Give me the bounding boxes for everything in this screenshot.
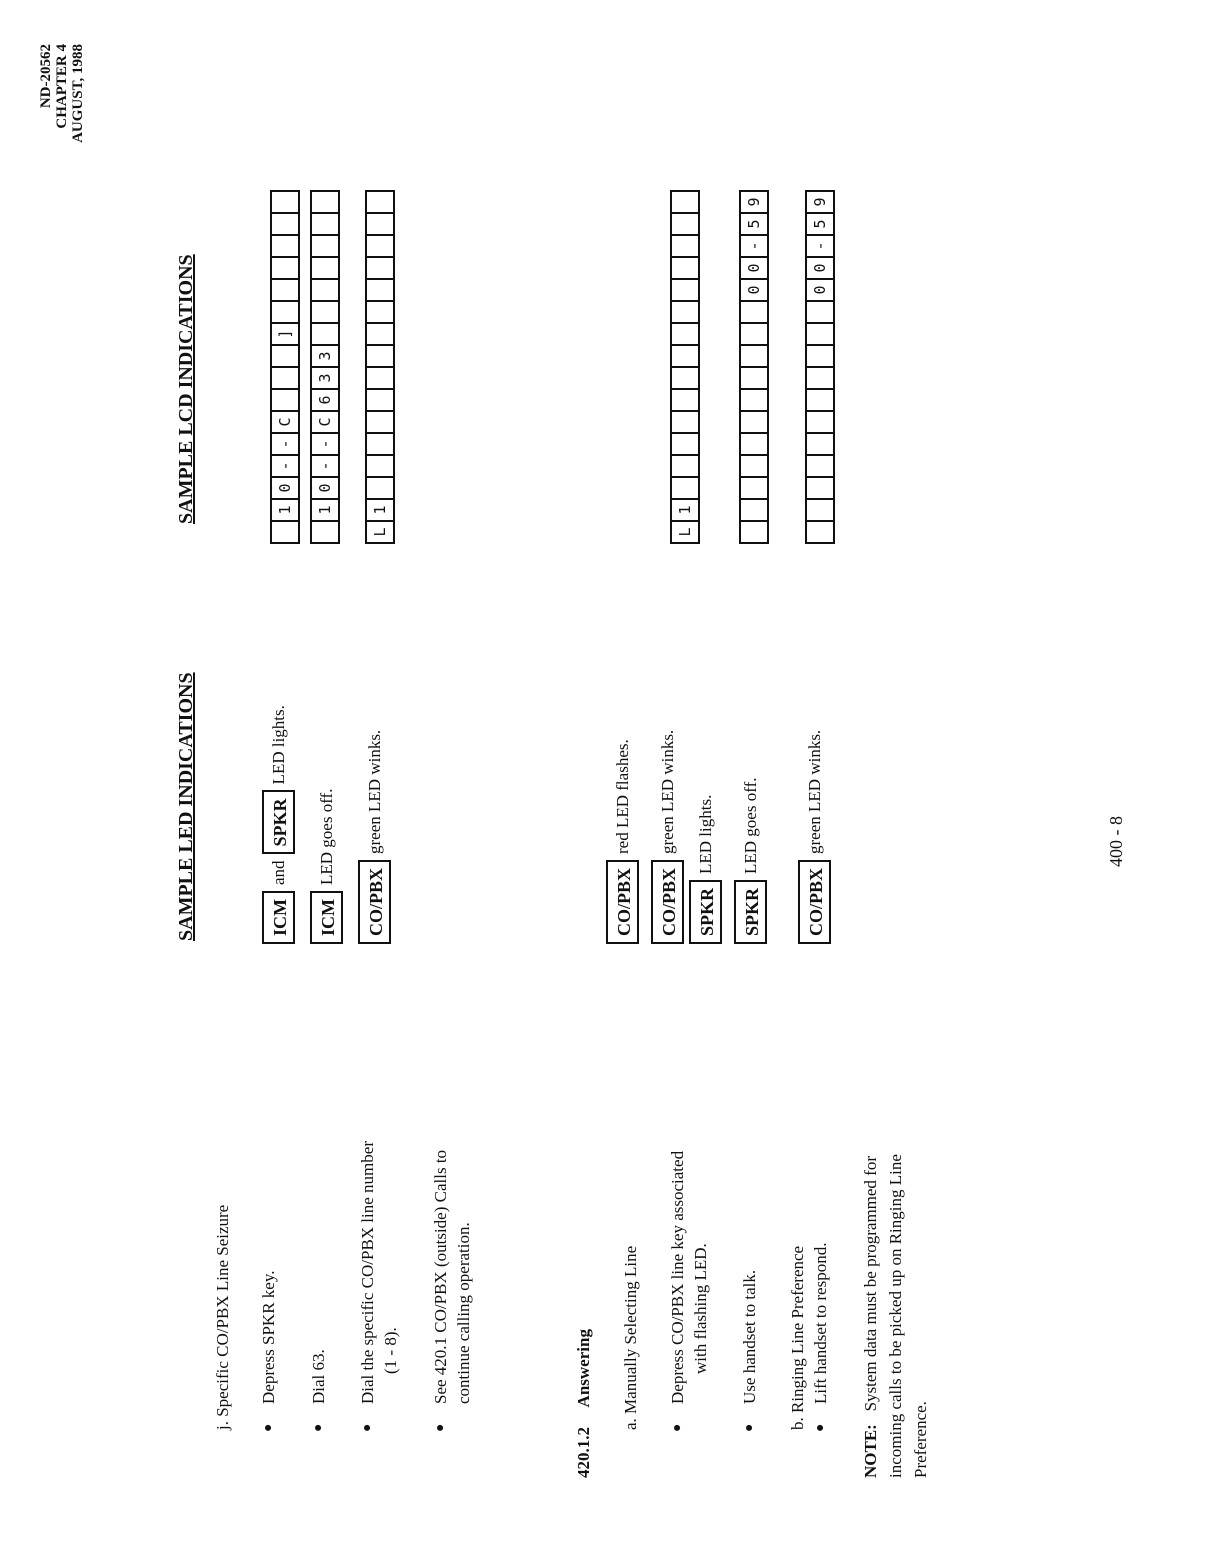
lcd-cell	[272, 256, 298, 278]
lcd-cell	[312, 256, 338, 278]
lcd-cell: 0	[312, 476, 338, 498]
lcd-cell	[807, 410, 833, 432]
icm-key: ICM	[262, 891, 295, 944]
lcd-cell: 6	[312, 388, 338, 410]
lcd-cell	[272, 212, 298, 234]
lcd-display-3	[365, 190, 395, 544]
lcd-cell	[312, 322, 338, 344]
lcd-cell	[272, 520, 298, 542]
led-row-3	[358, 724, 391, 944]
lcd-cell	[672, 192, 698, 212]
lcd-cell	[272, 388, 298, 410]
step-dial-line-number: ● Dial the specific CO/PBX line number	[355, 1141, 380, 1404]
led-row-7	[734, 772, 767, 945]
led-row-8	[798, 724, 831, 944]
lcd-cell	[807, 388, 833, 410]
step-use-handset: ● Use handset to talk.	[737, 1270, 762, 1404]
lcd-cell	[807, 432, 833, 454]
lcd-cell	[312, 212, 338, 234]
lcd-cell: ]	[272, 322, 298, 344]
co-pbx-key: CO/PBX	[651, 860, 684, 944]
lcd-cell	[672, 322, 698, 344]
lcd-cell: 0	[807, 256, 833, 278]
lcd-cell	[272, 344, 298, 366]
lcd-cell	[672, 256, 698, 278]
lcd-cell	[672, 388, 698, 410]
lcd-cell: 0	[807, 278, 833, 300]
lcd-cell	[741, 454, 767, 476]
page-number: 400 - 8	[1106, 816, 1126, 867]
lcd-cell: -	[272, 454, 298, 476]
co-pbx-key: CO/PBX	[798, 860, 831, 944]
lcd-cell	[312, 234, 338, 256]
lcd-cell	[367, 388, 393, 410]
spkr-key: SPKR	[262, 790, 295, 854]
lcd-cell	[367, 410, 393, 432]
lcd-cell	[807, 366, 833, 388]
led-text: red LED flashes.	[612, 739, 632, 854]
led-row-1	[262, 699, 295, 944]
lcd-cell: 1	[272, 498, 298, 520]
lcd-cell: 3	[312, 344, 338, 366]
lcd-cell	[312, 520, 338, 542]
lcd-cell: -	[312, 432, 338, 454]
lcd-cell: -	[741, 234, 767, 256]
lcd-cell	[367, 278, 393, 300]
step-flashing-led: with flashing LED.	[691, 1243, 710, 1374]
lcd-cell: 1	[312, 498, 338, 520]
led-text: LED lights.	[695, 794, 715, 874]
section-j-title: j. Specific CO/PBX Line Seizure	[213, 1204, 232, 1430]
lcd-cell	[807, 454, 833, 476]
lcd-cell	[367, 256, 393, 278]
lcd-cell	[367, 234, 393, 256]
lcd-cell	[672, 212, 698, 234]
lcd-cell: 9	[811, 197, 829, 207]
lcd-cell	[367, 300, 393, 322]
lcd-cell: 1	[367, 498, 393, 520]
lcd-cell: 0	[741, 278, 767, 300]
step-depress-line-key: ● Depress CO/PBX line key associated	[665, 1151, 690, 1404]
lcd-cell: 3	[312, 366, 338, 388]
led-text: LED goes off.	[316, 788, 336, 885]
step-see-420: ● See 420.1 CO/PBX (outside) Calls to	[428, 1150, 453, 1404]
lcd-cell	[672, 454, 698, 476]
lcd-cell	[312, 300, 338, 322]
lcd-cell	[367, 476, 393, 498]
lcd-cell	[672, 410, 698, 432]
spkr-key: SPKR	[734, 880, 767, 944]
spkr-key: SPKR	[689, 880, 722, 944]
lcd-display-1	[270, 190, 300, 544]
lcd-cell	[367, 212, 393, 234]
led-row-6	[689, 789, 722, 944]
doc-number: ND-20562	[38, 44, 54, 109]
lcd-cell: 0	[741, 256, 767, 278]
section-number: 420.1.2	[574, 1427, 593, 1478]
step-lift-handset: ● Lift handset to respond.	[808, 1243, 833, 1404]
lcd-cell	[807, 476, 833, 498]
lcd-cell: 1	[672, 498, 698, 520]
lcd-title: SAMPLE LCD INDICATIONS	[175, 254, 197, 524]
icm-key: ICM	[310, 891, 343, 944]
lcd-cell	[672, 366, 698, 388]
note-label: NOTE:	[861, 1424, 880, 1478]
lcd-display-4	[670, 190, 700, 544]
lcd-cell	[367, 192, 393, 212]
lcd-cell: C	[312, 410, 338, 432]
lcd-cell	[741, 366, 767, 388]
lcd-cell	[672, 278, 698, 300]
lcd-cell	[807, 498, 833, 520]
note-line-2: incoming calls to be picked up on Ringing Line	[886, 1154, 905, 1478]
lcd-cell	[672, 476, 698, 498]
lcd-cell	[367, 432, 393, 454]
section-title: Answering	[574, 1329, 593, 1408]
lcd-cell	[672, 432, 698, 454]
led-and: and	[268, 860, 288, 885]
lcd-cell	[741, 498, 767, 520]
lcd-cell	[272, 234, 298, 256]
step-continue: continue calling operation.	[454, 1222, 473, 1404]
lcd-display-2	[310, 190, 340, 544]
lcd-cell	[741, 322, 767, 344]
lcd-cell	[367, 322, 393, 344]
lcd-cell	[367, 344, 393, 366]
lcd-cell	[312, 278, 338, 300]
lcd-cell	[272, 192, 298, 212]
lcd-cell: -	[272, 432, 298, 454]
lcd-cell	[807, 520, 833, 542]
note-block	[858, 1154, 933, 1478]
lcd-cell: -	[807, 234, 833, 256]
lcd-cell	[741, 410, 767, 432]
page-header	[38, 44, 86, 254]
lcd-cell	[672, 344, 698, 366]
lcd-cell	[272, 366, 298, 388]
step-line-range: (1 - 8).	[381, 1327, 400, 1374]
lcd-cell: 9	[745, 197, 763, 207]
led-row-4	[606, 733, 639, 944]
lcd-cell	[741, 344, 767, 366]
subsection-a-title: a. Manually Selecting Line	[621, 1245, 640, 1430]
lcd-cell	[672, 300, 698, 322]
led-text: green LED winks.	[657, 729, 677, 854]
led-text: green LED winks.	[804, 729, 824, 854]
subsection-b-title: b. Ringing Line Preference	[788, 1245, 807, 1430]
lcd-cell	[367, 454, 393, 476]
lcd-cell: 5	[741, 212, 767, 234]
lcd-cell: -	[312, 454, 338, 476]
lcd-cell: C	[272, 410, 298, 432]
lcd-display-6	[805, 190, 835, 544]
lcd-cell: L	[367, 520, 393, 542]
led-row-2	[310, 783, 343, 944]
lcd-cell	[807, 344, 833, 366]
lcd-cell	[741, 388, 767, 410]
lcd-cell	[272, 300, 298, 322]
step-dial-63: ● Dial 63.	[306, 1349, 331, 1404]
lcd-cell: L	[672, 520, 698, 542]
lcd-display-5	[739, 190, 769, 544]
chapter-label: CHAPTER 4	[54, 44, 70, 129]
lcd-cell	[807, 322, 833, 344]
date-label: AUGUST, 1988	[70, 44, 86, 143]
co-pbx-key: CO/PBX	[606, 860, 639, 944]
lcd-cell	[672, 234, 698, 256]
lcd-cell	[312, 192, 338, 212]
note-line-1: System data must be programmed for	[861, 1155, 880, 1412]
lcd-cell	[367, 366, 393, 388]
lcd-cell: 0	[272, 476, 298, 498]
lcd-cell	[741, 432, 767, 454]
led-title: SAMPLE LED INDICATIONS	[175, 672, 197, 941]
lcd-cell	[741, 520, 767, 542]
note-line-3: Preference.	[911, 1401, 930, 1478]
lcd-cell	[807, 300, 833, 322]
co-pbx-key: CO/PBX	[358, 860, 391, 944]
lcd-cell	[741, 476, 767, 498]
lcd-cell	[272, 278, 298, 300]
lcd-cell: 5	[807, 212, 833, 234]
led-text: LED goes off.	[740, 777, 760, 874]
led-text: LED lights.	[268, 705, 288, 785]
led-row-5	[651, 724, 684, 944]
step-depress-spkr: ● Depress SPKR key.	[256, 1271, 281, 1404]
lcd-cell	[741, 300, 767, 322]
led-text: green LED winks.	[364, 729, 384, 854]
